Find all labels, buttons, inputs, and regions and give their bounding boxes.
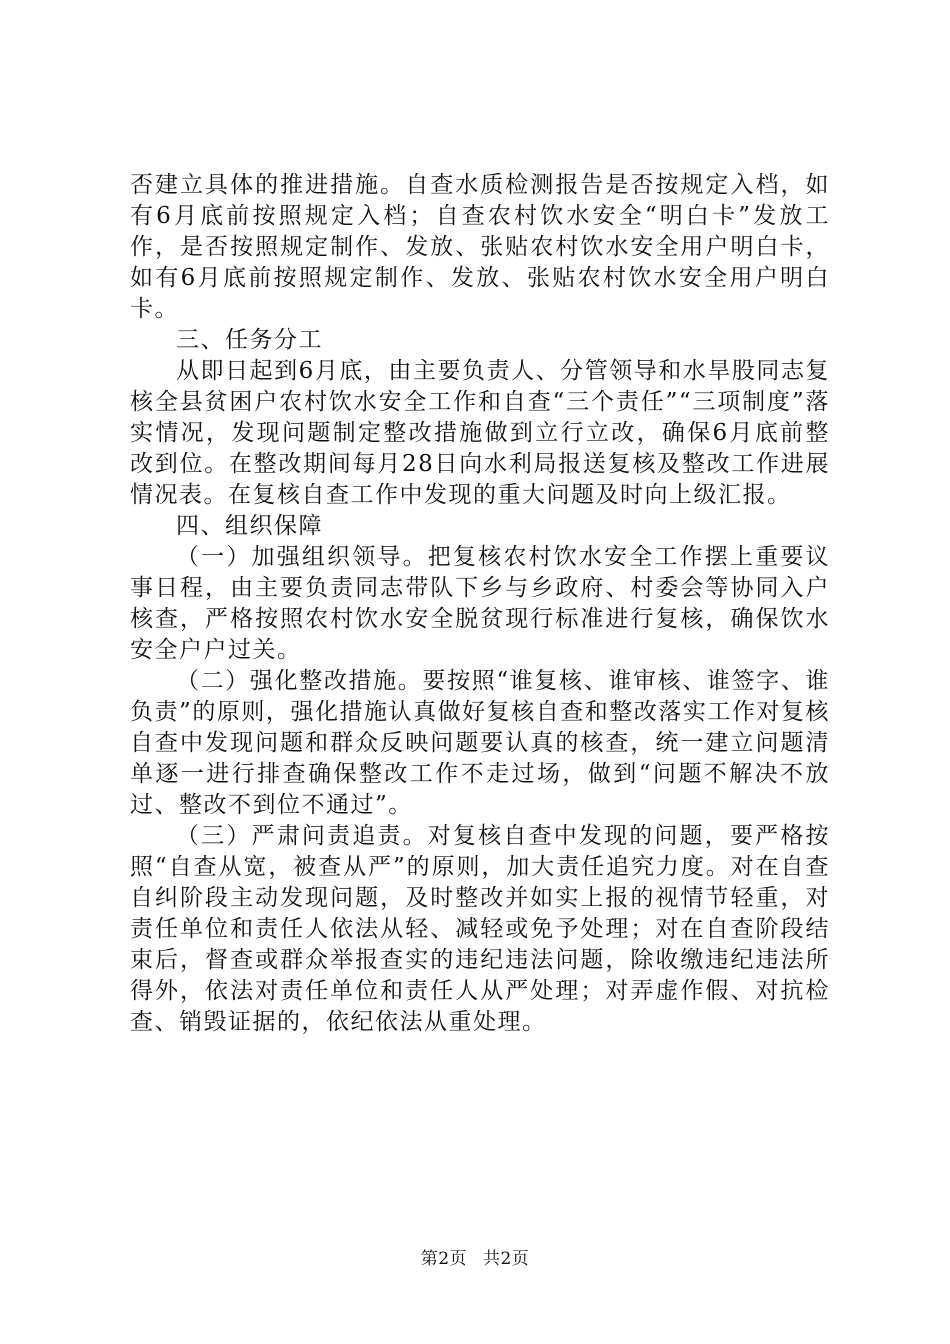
paragraph-continuation: 否建立具体的推进措施。自查水质检测报告是否按规定入档，如有6月底前按照规定入档；自查农村饮水安全“明白卡”发放工作，是否按照规定制作、发放、张贴农村饮水安全用户明白卡，如有6月底前按照规定制作、发放、张贴农村饮水安全用户明白卡。 (130, 172, 830, 322)
page-total: 共2页 (482, 1249, 530, 1269)
paragraph-rectification-measures: （二）强化整改措施。要按照“谁复核、谁审核、谁签字、谁负责”的原则，强化措施认真做好复核自查和整改落实工作对复核自查中发现问题和群众反映问题要认真的核查，统一建立问题清单逐一进行排查确保整改工作不走过场，做到“问题不解决不放过、整改不到位不通过”。 (130, 668, 830, 818)
paragraph-accountability: （三）严肃问责追责。对复核自查中发现的问题，要严格按照“自查从宽，被查从严”的原则，加大责任追究力度。对在自查自纠阶段主动发现问题，及时整改并如实上报的视情节轻重，对责任单位和责任人依法从轻、减轻或免予处理；对在自查阶段结束后，督查或群众举报查实的违纪违法问题，除收缴违纪违法所得外，依法对责任单位和责任人从严处理；对弄虚作假、对抗检查、销毁证据的，依纪依法从重处理。 (130, 823, 830, 1035)
paragraph-task-division: 从即日起到6月底，由主要负责人、分管领导和水旱股同志复核全县贫困户农村饮水安全工作和自查“三个责任”“三项制度”落实情况，发现问题制定整改措施做到立行立改，确保6月底前整改到位。在整改期间每月28日向水利局报送复核及整改工作进展情况表。在复核自查工作中发现的重大问题及时向上级汇报。 (130, 358, 830, 508)
paragraph-strengthen-leadership: （一）加强组织领导。把复核农村饮水安全工作摆上重要议事日程，由主要负责同志带队下乡与乡政府、村委会等协同入户核查，严格按照农村饮水安全脱贫现行标准进行复核，确保饮水安全户户过关。 (130, 544, 830, 663)
section-heading-organization-guarantee: 四、组织保障 (176, 513, 323, 539)
page-footer (0, 1244, 950, 1269)
page-number: 第2页 (420, 1249, 468, 1269)
section-heading-task-division: 三、任务分工 (176, 327, 323, 353)
document-body (130, 170, 830, 1038)
